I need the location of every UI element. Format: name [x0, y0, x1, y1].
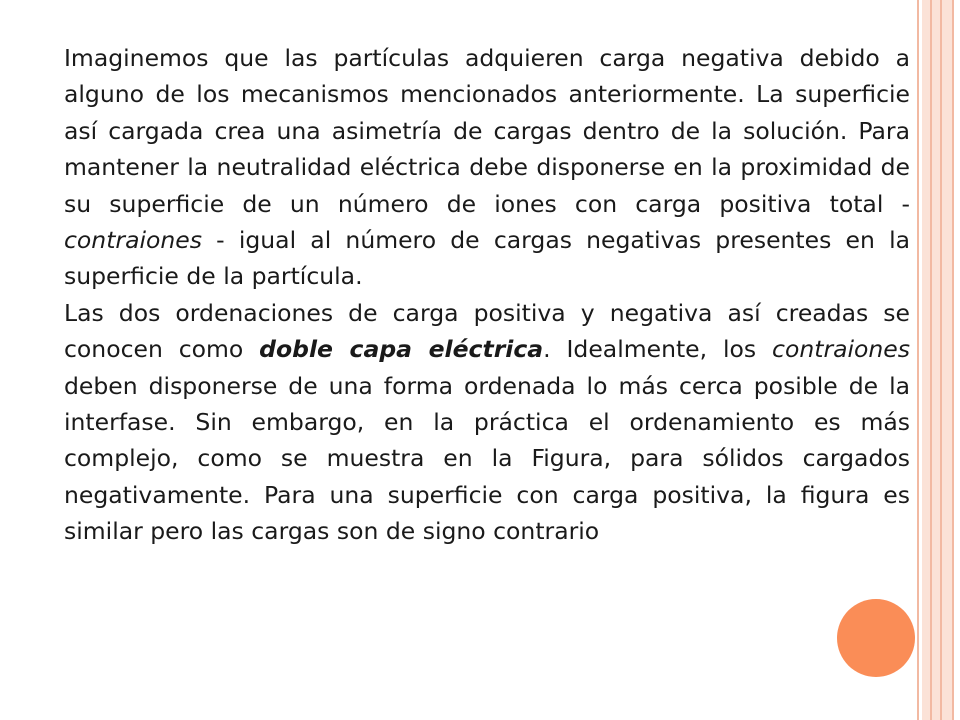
- key-term-doble-capa: doble capa eléctrica: [259, 335, 544, 364]
- slide-body: [64, 40, 910, 550]
- paragraph-electric-charge: [64, 40, 910, 295]
- right-border-line: [930, 0, 932, 720]
- paragraph-text: Las dos ordenaciones de carga positiva y negativa así creadas se conocen como: [64, 298, 910, 364]
- paragraph-text: - igual al número de cargas negativas presentes en la superficie de la partícula.: [64, 226, 910, 291]
- right-border-line: [952, 0, 954, 720]
- right-border-band: [922, 0, 952, 720]
- term-contraiones: contraiones: [772, 335, 911, 364]
- paragraph-text: deben disponerse de una forma ordenada lo más cerca posible de la interfase. Sin embargo, en la práctica el ordenamiento es más complejo, como se muestra en la Figura, para sólidos cargados negativamente. Para una superficie con carga positiva, la figura es similar pero las cargas son de signo contrario: [64, 371, 910, 546]
- term-contraiones: contraiones: [64, 226, 202, 255]
- paragraph-text: . Idealmente, los: [543, 335, 773, 364]
- paragraph-text: Imaginemos que las partículas adquieren carga negativa debido a alguno de los mecanismos mencionados anteriormente. La superficie así cargada crea una asimetría de cargas dentro de la solución. Para mantener la neutralidad eléctrica debe disponerse en la proximidad de su superficie de un número de iones con carga positiva total -: [64, 44, 910, 218]
- right-border-line: [917, 0, 919, 720]
- right-border-line: [940, 0, 942, 720]
- paragraph-double-layer: [64, 295, 910, 550]
- decorative-orange-circle: [837, 599, 915, 677]
